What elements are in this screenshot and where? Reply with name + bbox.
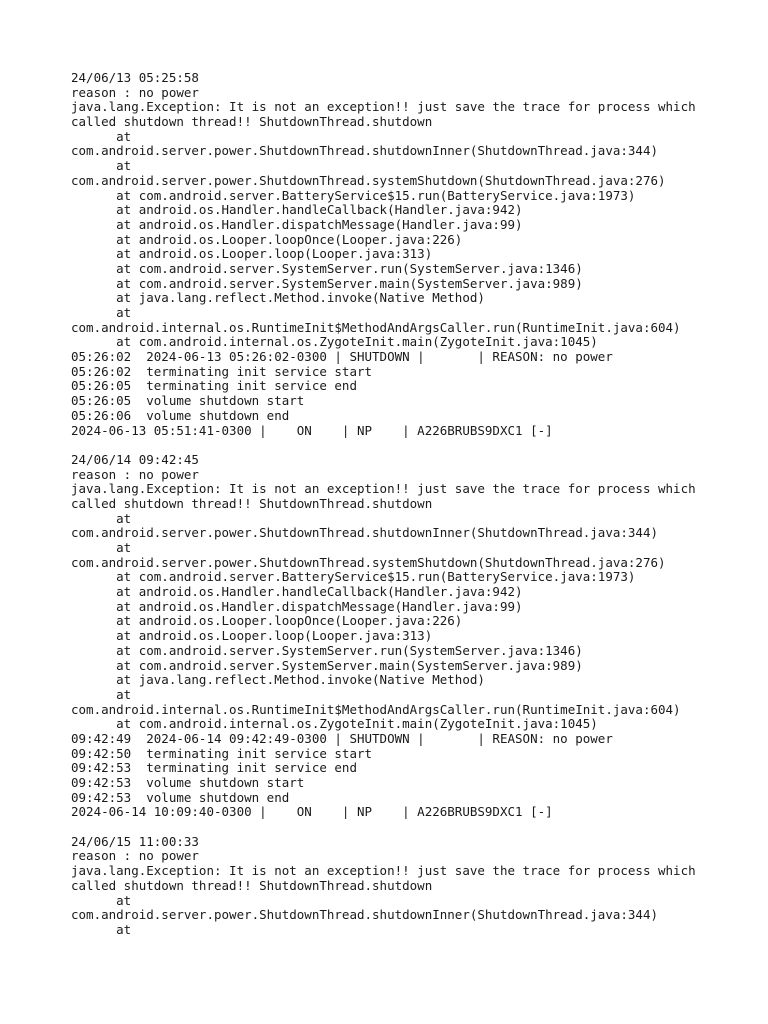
log-entry bbox=[71, 71, 761, 438]
log-line: at android.os.Looper.loop(Looper.java:313) bbox=[71, 247, 433, 262]
log-line: 09:42:50 terminating init service start bbox=[71, 746, 373, 761]
log-line: com.android.server.power.ShutdownThread.shutdownInner(ShutdownThread.java:344) bbox=[71, 908, 658, 923]
log-line: at android.os.Looper.loopOnce(Looper.java:226) bbox=[71, 232, 463, 247]
log-line: at com.android.internal.os.ZygoteInit.main(ZygoteInit.java:1045) bbox=[71, 717, 598, 732]
log-line: at bbox=[71, 687, 132, 702]
log-line: at com.android.server.BatteryService$15.run(BatteryService.java:1973) bbox=[71, 570, 636, 585]
log-line: at com.android.server.SystemServer.main(SystemServer.java:989) bbox=[71, 658, 583, 673]
log-line: at com.android.server.BatteryService$15.run(BatteryService.java:1973) bbox=[71, 188, 636, 203]
log-line: 09:42:53 volume shutdown end bbox=[71, 790, 290, 805]
log-line: at com.android.server.SystemServer.run(SystemServer.java:1346) bbox=[71, 261, 583, 276]
log-line: com.android.internal.os.RuntimeInit$MethodAndArgsCaller.run(RuntimeInit.java:604) bbox=[71, 702, 681, 717]
log-line: at com.android.internal.os.ZygoteInit.main(ZygoteInit.java:1045) bbox=[71, 335, 598, 350]
log-entry bbox=[71, 835, 761, 938]
log-line: com.android.server.power.ShutdownThread.shutdownInner(ShutdownThread.java:344) bbox=[71, 526, 658, 541]
log-line: at bbox=[71, 306, 132, 320]
log-line: at android.os.Handler.dispatchMessage(Handler.java:99) bbox=[71, 599, 523, 614]
log-line: called shutdown thread!! ShutdownThread.shutdown bbox=[71, 878, 433, 893]
log-line: called shutdown thread!! ShutdownThread.shutdown bbox=[71, 115, 433, 130]
log-line: 05:26:05 terminating init service end bbox=[71, 379, 357, 394]
log-line: at bbox=[71, 541, 132, 555]
log-line: 05:26:06 volume shutdown end bbox=[71, 408, 290, 423]
log-line: at bbox=[71, 893, 132, 908]
log-line: 05:26:02 2024-06-13 05:26:02-0300 | SHUTDOWN | | REASON: no power bbox=[71, 350, 613, 365]
log-line: com.android.server.power.ShutdownThread.systemShutdown(ShutdownThread.java:276) bbox=[71, 555, 666, 570]
log-line: java.lang.Exception: It is not an exception!! just save the trace for process which bbox=[71, 100, 696, 115]
log-line: 05:26:02 terminating init service start bbox=[71, 364, 373, 379]
log-line: reason : no power bbox=[71, 85, 199, 100]
log-line: 24/06/15 11:00:33 bbox=[71, 834, 199, 849]
log-line: at com.android.server.SystemServer.run(SystemServer.java:1346) bbox=[71, 643, 583, 658]
log-line: com.android.server.power.ShutdownThread.systemShutdown(ShutdownThread.java:276) bbox=[71, 173, 666, 188]
log-line: called shutdown thread!! ShutdownThread.shutdown bbox=[71, 496, 433, 511]
log-line: 09:42:53 volume shutdown start bbox=[71, 776, 305, 790]
log-line: 2024-06-14 10:09:40-0300 | ON | NP | A226BRUBS9DXC1 [-] bbox=[71, 805, 553, 820]
log-line: at android.os.Looper.loopOnce(Looper.java:226) bbox=[71, 614, 463, 629]
log-line: at bbox=[71, 129, 132, 144]
log-line: at android.os.Handler.dispatchMessage(Handler.java:99) bbox=[71, 217, 523, 232]
log-document bbox=[71, 71, 761, 952]
log-line: java.lang.Exception: It is not an exception!! just save the trace for process which bbox=[71, 482, 696, 497]
log-line: 09:42:49 2024-06-14 09:42:49-0300 | SHUTDOWN | | REASON: no power bbox=[71, 731, 613, 746]
log-line: com.android.server.power.ShutdownThread.shutdownInner(ShutdownThread.java:344) bbox=[71, 144, 658, 159]
log-line: at bbox=[71, 511, 132, 526]
log-entry bbox=[71, 453, 761, 820]
log-line: at android.os.Handler.handleCallback(Handler.java:942) bbox=[71, 203, 523, 218]
log-line: com.android.internal.os.RuntimeInit$MethodAndArgsCaller.run(RuntimeInit.java:604) bbox=[71, 320, 681, 335]
log-line: 2024-06-13 05:51:41-0300 | ON | NP | A226BRUBS9DXC1 [-] bbox=[71, 423, 553, 438]
log-line: at bbox=[71, 159, 132, 174]
log-line: reason : no power bbox=[71, 467, 199, 482]
log-line: 24/06/14 09:42:45 bbox=[71, 452, 199, 467]
log-line: 24/06/13 05:25:58 bbox=[71, 71, 199, 85]
log-line: at java.lang.reflect.Method.invoke(Native Method) bbox=[71, 291, 485, 306]
log-line: reason : no power bbox=[71, 849, 199, 864]
log-line: at bbox=[71, 922, 132, 937]
log-line: at android.os.Handler.handleCallback(Handler.java:942) bbox=[71, 585, 523, 600]
log-line: java.lang.Exception: It is not an exception!! just save the trace for process which bbox=[71, 864, 696, 879]
log-line: 05:26:05 volume shutdown start bbox=[71, 394, 305, 409]
log-line: 09:42:53 terminating init service end bbox=[71, 761, 357, 776]
log-line: at com.android.server.SystemServer.main(SystemServer.java:989) bbox=[71, 276, 583, 291]
log-line: at java.lang.reflect.Method.invoke(Native Method) bbox=[71, 673, 485, 688]
log-line: at android.os.Looper.loop(Looper.java:313) bbox=[71, 629, 433, 644]
